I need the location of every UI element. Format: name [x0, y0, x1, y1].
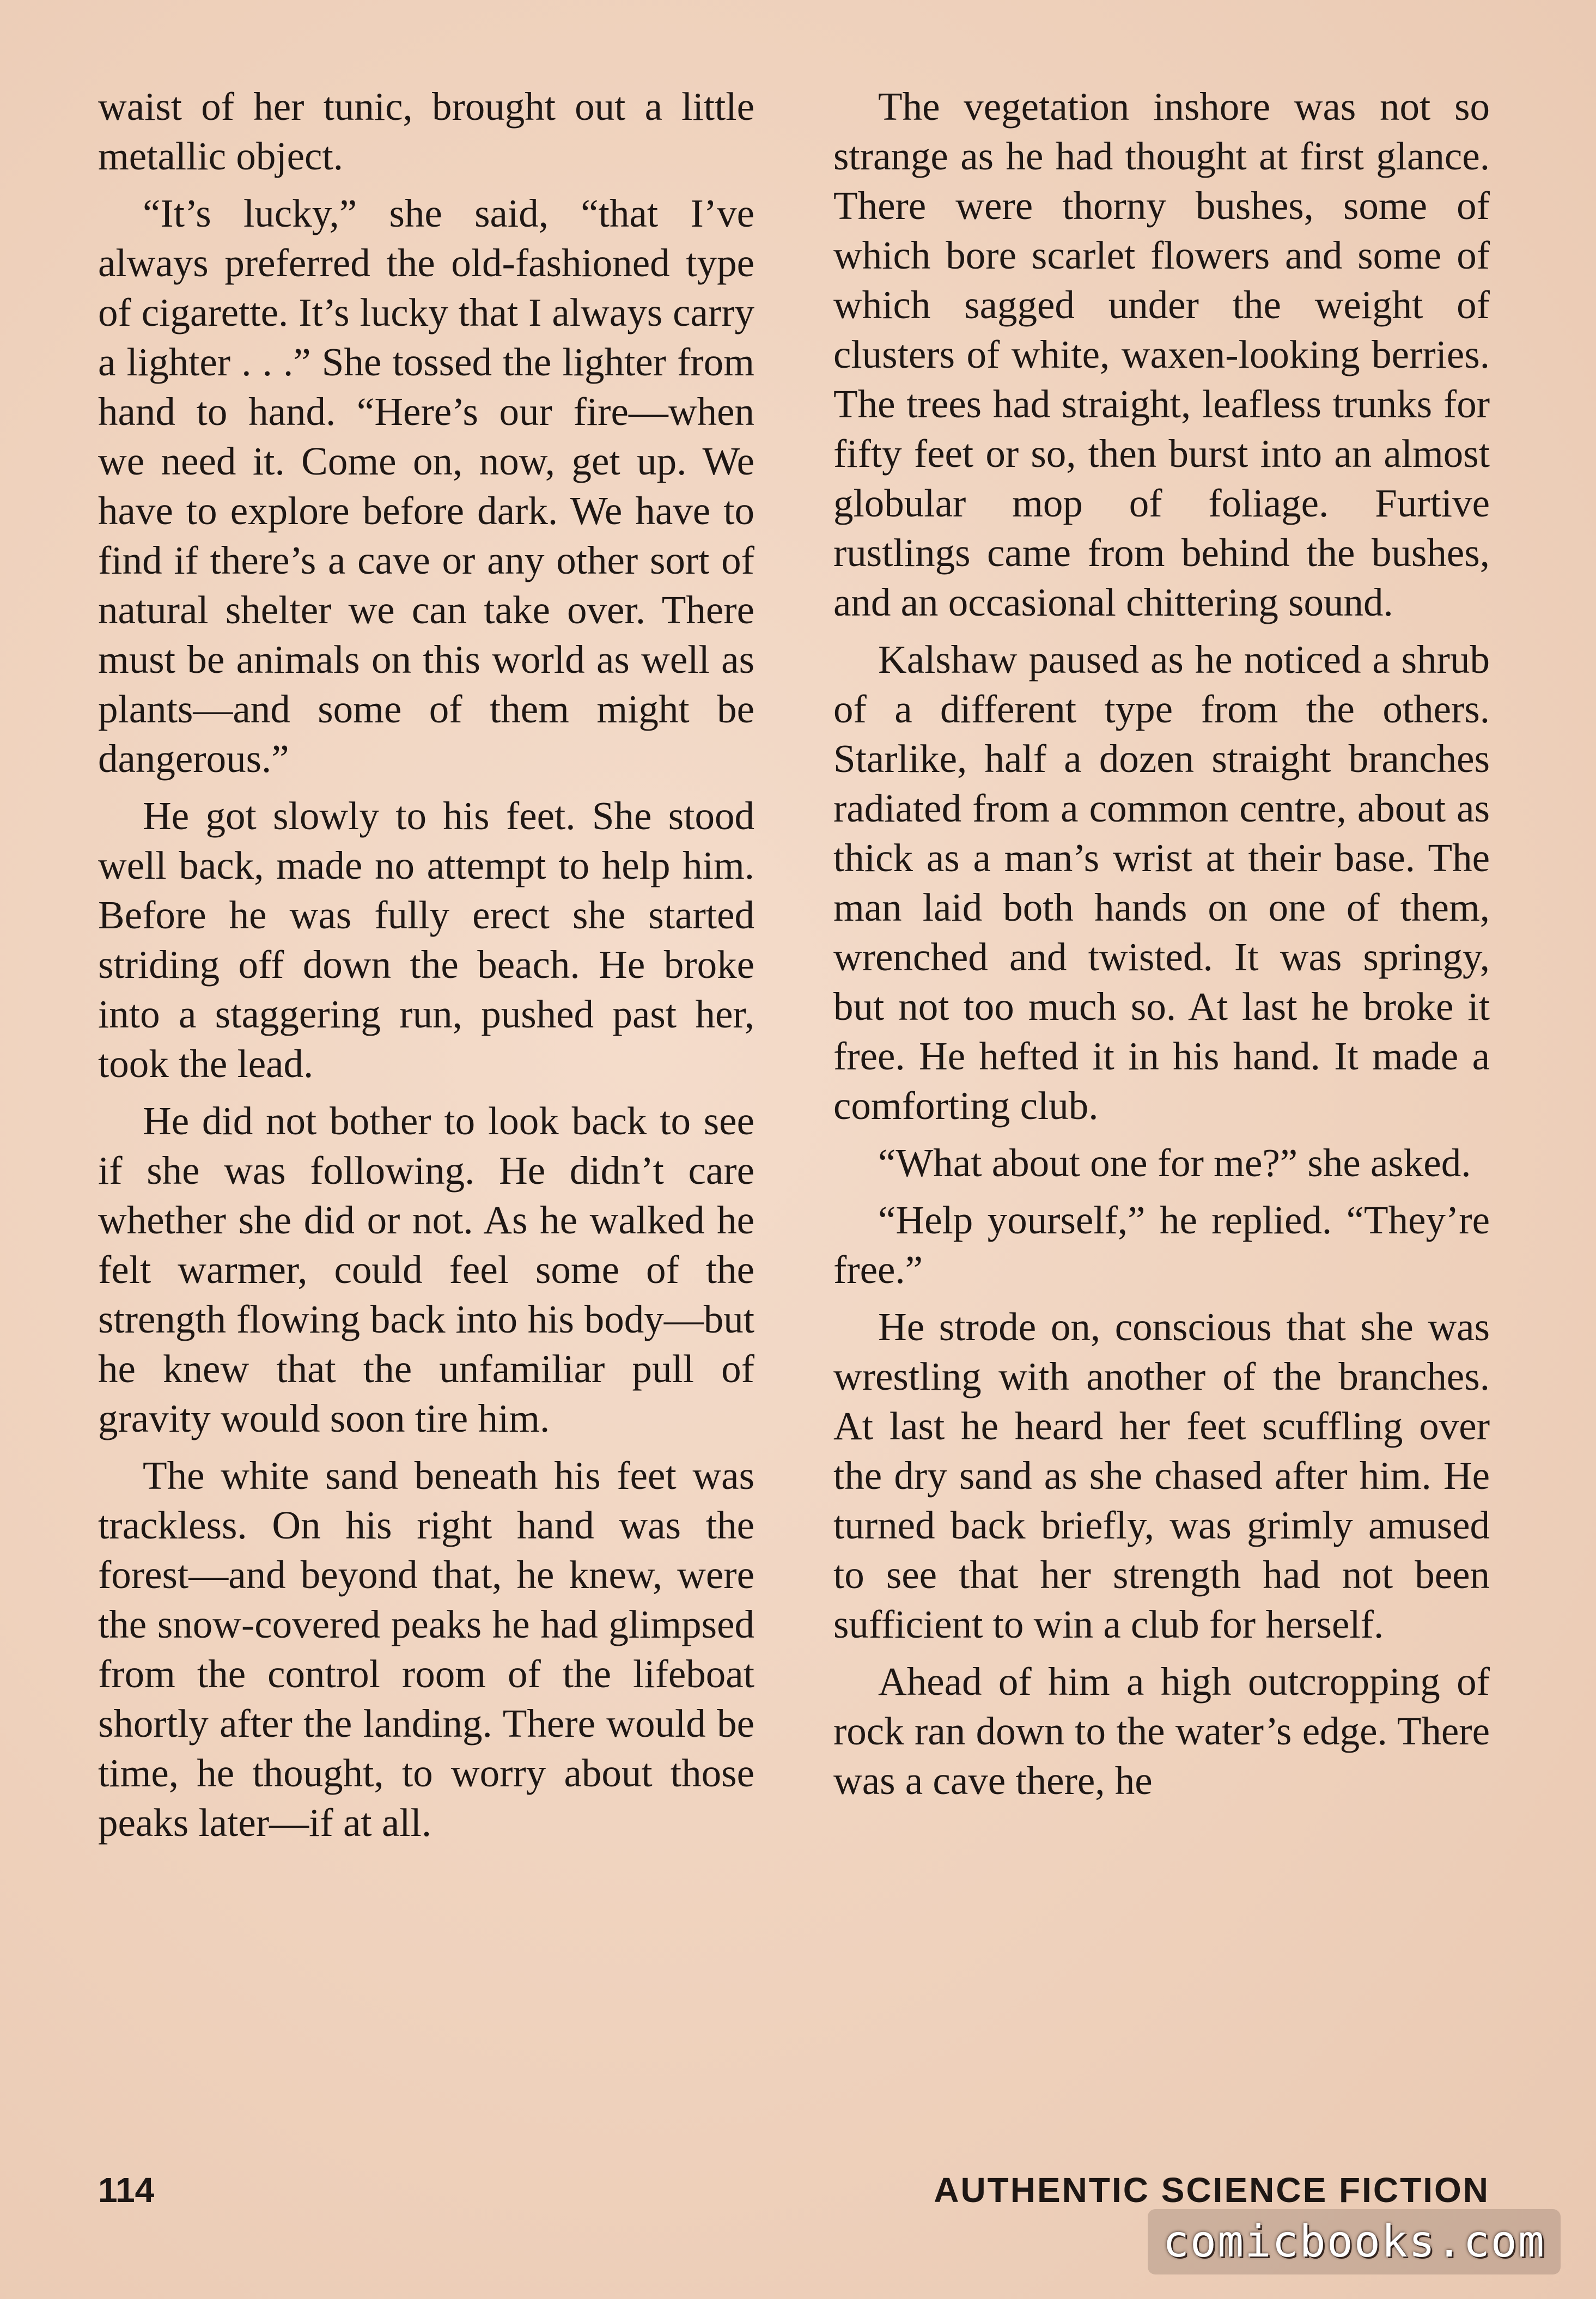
paragraph: “It’s lucky,” she said, “that I’ve always preferred the old-fashioned type of cigarette. It’s lucky that I always carry a lighter . . .” She tossed the lighter from hand to hand. “Here’s our fire—when we need it. Come on, now, get up. We have to explore before dark. We have to find if there’s a cave or any other sort of natural shelter we can take over. There must be animals on this world as well as plants—and some of them might be dangerous.”: [98, 191, 754, 781]
paragraph: The white sand beneath his feet was trackless. On his right hand was the forest—and beyond that, he knew, were the snow-covered peaks he had glimpsed from the control room of the lifeboat shortly after the landing. There would be time, he thought, to worry about those peaks later—if at all.: [98, 1453, 754, 1845]
paragraph: Ahead of him a high outcropping of rock ran down to the water’s edge. There was a cave there, he: [833, 1659, 1490, 1803]
paragraph: “Help yourself,” he replied. “They’re free.”: [833, 1198, 1490, 1292]
paragraph: He got slowly to his feet. She stood well back, made no attempt to help him. Before he was fully erect she started striding off down the beach. He broke into a staggering run, pushed past her, took the lead.: [98, 794, 754, 1086]
page-number: 114: [98, 2170, 155, 2210]
paragraph: He did not bother to look back to see if she was following. He didn’t care whether she did or not. As he walked he felt warmer, could feel some of the strength flowing back into his body—but he knew that the unfamiliar pull of gravity would soon tire him.: [98, 1099, 754, 1440]
paragraph: Kalshaw paused as he noticed a shrub of a different type from the others. Starlike, half a dozen straight branches radiated from a common centre, about as thick as a man’s wrist at their base. The man laid both hands on one of them, wrenched and twisted. It was springy, but not too much so. At last he broke it free. He hefted it in his hand. It made a comforting club.: [833, 637, 1490, 1128]
paragraph: The vegetation inshore was not so strange as he had thought at first glance. There were thorny bushes, some of which bore scarlet flowers and some of which sagged under the weight of clusters of white, waxen-looking berries. The trees had straight, leafless trunks for fifty feet or so, then burst into an almost globular mop of foliage. Furtive rustlings came from behind the bushes, and an occasional chittering sound.: [833, 84, 1490, 624]
paragraph: He strode on, conscious that she was wrestling with another of the branches. At last he heard her feet scuffling over the dry sand as she chased after him. He turned back briefly, was grimly amused to see that her strength had not been sufficient to win a club for herself.: [833, 1305, 1490, 1646]
magazine-title: AUTHENTIC SCIENCE FICTION: [934, 2170, 1490, 2210]
watermark: comicbooks.com: [1148, 2209, 1561, 2274]
page-footer: [98, 2166, 1490, 2215]
paragraph: waist of her tunic, brought out a little metallic object.: [98, 84, 754, 178]
right-text-column: [833, 82, 1490, 1813]
left-text-column: [98, 82, 754, 1855]
paragraph: “What about one for me?” she asked.: [878, 1141, 1471, 1185]
